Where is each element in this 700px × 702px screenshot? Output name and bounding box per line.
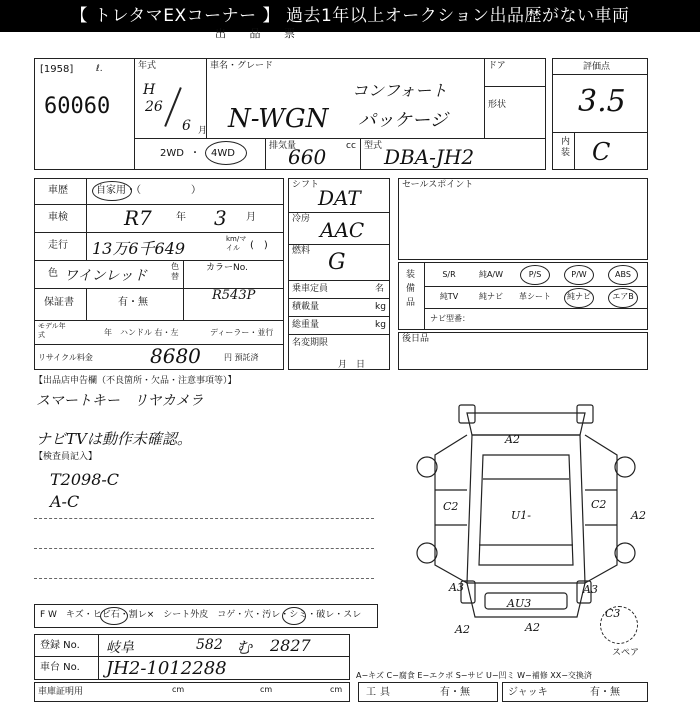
- equipment-item-aw: 純A/W: [478, 270, 504, 279]
- equipment-item-airbag: エアB: [612, 292, 634, 301]
- steering-label: ハンドル 右・左: [120, 328, 179, 337]
- model-code-value: DBA-JH2: [384, 145, 475, 169]
- car-name-label: 車名・グレード: [210, 61, 274, 71]
- reg-class: 582: [196, 637, 223, 653]
- warranty-label: 保証書: [44, 297, 74, 308]
- mark-right-rear: A3: [583, 583, 598, 596]
- mileage-value: 13万6千649: [92, 239, 186, 258]
- jack-value: 有・無: [590, 687, 620, 698]
- tools-value: 有・無: [440, 687, 470, 698]
- exhibitor-note-2: ナビTVは動作未確認。: [36, 430, 192, 448]
- mark-right-bumper: C3: [605, 607, 621, 620]
- model-label: 型式: [364, 141, 383, 151]
- load-label: 積載量: [292, 302, 320, 312]
- later-items-label: 後日品: [402, 334, 430, 344]
- cert-cm-2: cm: [260, 685, 273, 694]
- equipment-item-navi: 純ナビ: [479, 292, 503, 301]
- spare-tire: [600, 606, 638, 644]
- later-items-box: [398, 332, 648, 370]
- reg-number: 2827: [270, 636, 311, 655]
- rating-label: 評価点: [583, 62, 611, 72]
- equipment-item-leather: 革シート: [519, 292, 551, 301]
- mark-left-door: C2: [443, 500, 459, 513]
- equipment-item-abs: ABS: [615, 270, 631, 279]
- mark-front: A2: [505, 433, 520, 446]
- cert-cm-3: cm: [330, 685, 343, 694]
- fw-circle-1: [100, 607, 128, 625]
- equipment-item-ps: P/S: [528, 270, 542, 279]
- inspection-era: R7: [124, 206, 152, 230]
- load-unit: kg: [375, 302, 386, 312]
- fw-legend-text: F W キズ・ヒビ石・割レ× シート外皮 コゲ・穴・汚レ・シミ・破レ・スレ: [40, 610, 362, 620]
- name-change-unit: 月 日: [338, 360, 366, 370]
- displacement-label: 排気量: [269, 141, 297, 151]
- fuel-value: G: [328, 250, 346, 275]
- gross-unit: kg: [375, 320, 386, 330]
- mark-roof: U1-: [511, 509, 531, 522]
- reg-area: 岐阜: [106, 640, 134, 656]
- mark-right-door: C2: [591, 498, 607, 511]
- shift-value: DAT: [318, 186, 361, 210]
- lot-number: 60060: [44, 94, 111, 119]
- mark-right-edge: A2: [631, 509, 646, 522]
- codes-legend: A−キズ C−腐食 E−エクボ S−サビ U−凹ミ W−補修 XX−交換済: [356, 671, 592, 680]
- mark-rear-center: AU3: [507, 597, 532, 610]
- equipment-item-navi2: 純ナビ: [567, 292, 591, 301]
- color-no-value: R543P: [212, 288, 256, 303]
- exhibitor-note-1: スマートキー リヤカメラ: [36, 393, 204, 409]
- reg-label: 登録 No.: [40, 640, 80, 651]
- chassis-label: 車台 No.: [40, 662, 80, 673]
- jack-label: ジャッキ: [508, 687, 548, 698]
- inspector-note-1: T2098-C: [50, 470, 120, 489]
- shift-label: シフト: [292, 180, 320, 190]
- ac-label: 冷房: [292, 214, 311, 224]
- year-label: 年式: [138, 61, 157, 71]
- equipment-item-tv: 純TV: [439, 292, 459, 301]
- year-value: 26: [145, 99, 163, 115]
- mark-rear-far: A2: [525, 621, 540, 634]
- displacement-value: 660: [288, 145, 327, 169]
- inspector-note-2: A-C: [50, 492, 80, 511]
- mark-left-rear: A3: [449, 581, 464, 594]
- color-swap: 色替: [171, 262, 179, 281]
- grade-value: コンフォート: [352, 81, 448, 100]
- banner-title: 【 トレタマEXコーナー 】 過去1年以上オークション出品歴がない車両: [0, 0, 700, 32]
- door-label: ドア: [488, 61, 506, 71]
- warranty-value: 有・無: [118, 297, 148, 308]
- cc-unit: cc: [346, 141, 356, 151]
- chassis-value: JH2-1012288: [106, 658, 227, 679]
- month-unit: 月: [198, 126, 208, 136]
- car-damage-diagram: [405, 395, 650, 635]
- mark-rear-bottom: A2: [455, 623, 470, 635]
- equipment-item-pw: P/W: [571, 270, 587, 279]
- interior-label: 内装: [561, 137, 571, 158]
- drive-2wd: 2WD: [160, 148, 184, 159]
- inspection-month-unit: 月: [246, 212, 256, 223]
- equipment-label: 装備品: [406, 270, 416, 308]
- history-label: 車歴: [48, 185, 68, 196]
- model-year-label: モデル年式: [38, 322, 66, 339]
- fuel-label: 燃料: [292, 246, 311, 256]
- cert-label: 車庫証明用: [38, 687, 84, 697]
- navi-model-label: ナビ型番：: [430, 314, 470, 323]
- recycle-unit: 円 預託済: [224, 353, 259, 362]
- color-no-label: カラーNo.: [206, 263, 248, 273]
- fw-circle-2: [282, 607, 306, 625]
- recycle-label: リサイクル料金: [38, 353, 93, 362]
- era-value: H: [143, 82, 156, 98]
- inspector-notes-label: 【検査員記入】: [34, 452, 98, 462]
- cert-cm-1: cm: [172, 685, 185, 694]
- mileage-unit: km/マイル: [226, 235, 247, 252]
- exhibitor-notes-label: 【出品店申告欄（不良箇所・欠品・注意事項等）】: [34, 376, 237, 386]
- inspection-year-unit: 年: [176, 212, 186, 223]
- lot-small: [1958]: [40, 64, 74, 75]
- name-change-label: 名変期限: [292, 338, 329, 348]
- equipment-item-sr: S/R: [442, 270, 456, 279]
- dealer-label: ディーラー・並行: [210, 328, 274, 337]
- color-label: 色: [48, 268, 58, 279]
- gross-label: 総重量: [292, 320, 320, 330]
- recycle-value: 8680: [150, 344, 201, 368]
- color-value: ワインレッド: [64, 268, 148, 284]
- shape-label: 形状: [488, 100, 507, 110]
- rating-value: 3.5: [578, 84, 626, 119]
- inspection-month: 3: [214, 206, 227, 230]
- model-year-unit: 年: [104, 328, 112, 337]
- capacity-unit: 名: [375, 284, 385, 294]
- drive-4wd: 4WD: [211, 148, 235, 159]
- history-value: 自家用・（ ）: [96, 185, 201, 196]
- sales-point-label: セールスポイント: [402, 180, 474, 190]
- reg-kana: む: [236, 638, 253, 657]
- spare-label: スペア: [612, 648, 640, 658]
- month-value: 6: [182, 118, 191, 134]
- mileage-label: 走行: [48, 240, 68, 251]
- interior-value: C: [592, 138, 611, 166]
- inspection-label: 車検: [48, 212, 68, 223]
- form-title: 出 品 票: [215, 27, 305, 40]
- grade-sub-value: パッケージ: [358, 110, 448, 131]
- capacity-label: 乗車定員: [292, 284, 329, 294]
- ac-value: AAC: [320, 218, 365, 242]
- model-name-value: N-WGN: [228, 104, 329, 134]
- tools-label: 工具: [366, 687, 394, 698]
